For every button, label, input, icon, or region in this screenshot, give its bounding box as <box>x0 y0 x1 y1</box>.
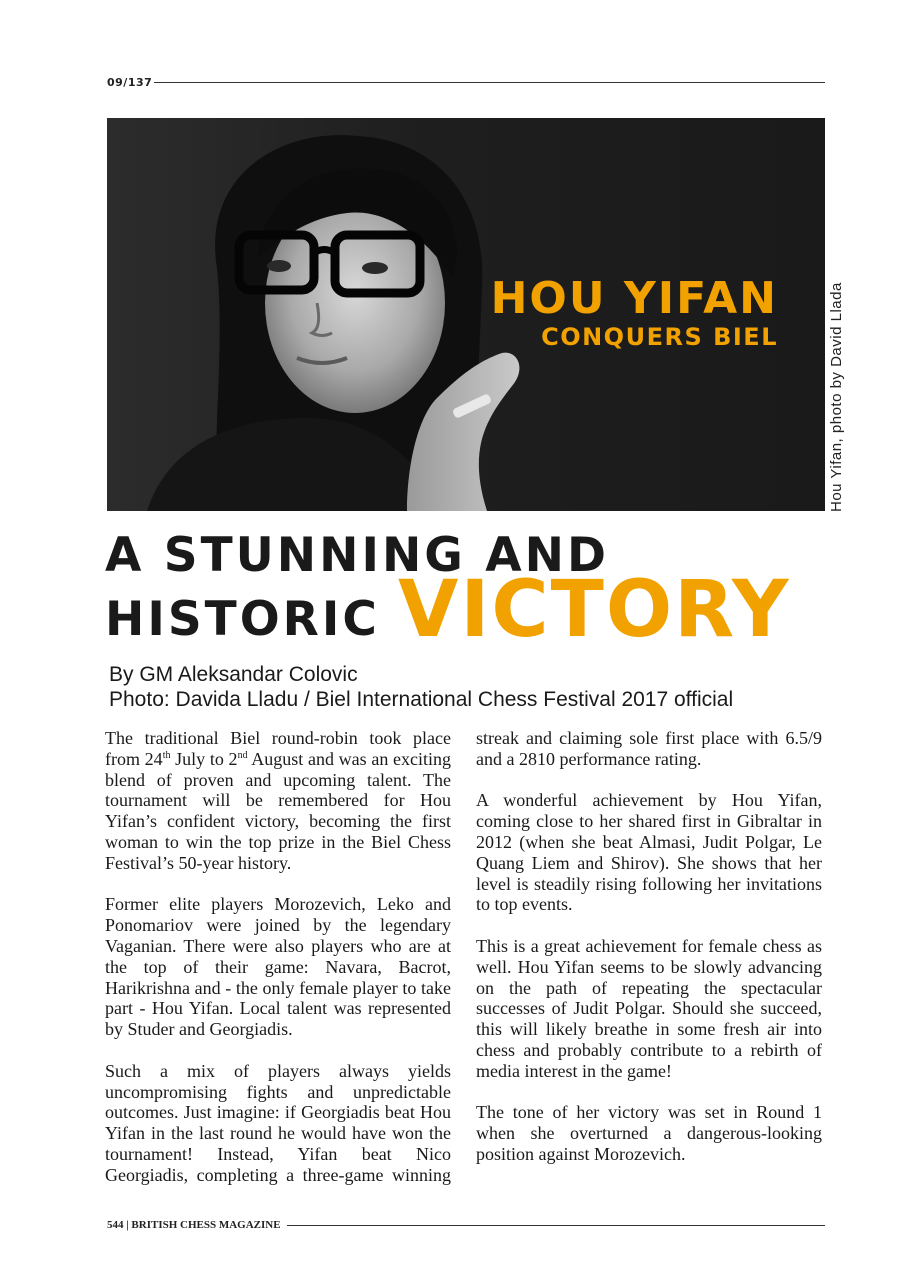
paragraph-3: Such a mix of players always yields uncompromising fights and unpredictable outcomes. Just imagine: if Georgiadis beat Hou Yifan in the last round he would have won the tournament! Instead, Yifan beat Nico Georgiadis, completing a three-game winning <box>105 1060 451 1185</box>
article-column-right <box>476 728 822 1186</box>
article-column-left <box>105 728 451 1206</box>
hero-title <box>490 273 778 352</box>
headline-line1: A STUNNING AND <box>105 528 609 583</box>
paragraph-6: The tone of her victory was set in Round 1 when she overturned a dangerous-looking position against Morozevich. <box>476 1102 822 1164</box>
paragraph-3-continuation: streak and claiming sole first place with 6.5/9 and a 2810 performance rating. <box>476 728 822 769</box>
hero-photo <box>107 118 825 511</box>
paragraph-2: Former elite players Morozevich, Leko and Ponomariov were joined by the legendary Vaganian. There were also players who are at the top of their game: Navara, Bacrot, Harikrishna and - the only female player to take part - Hou Yifan. Local talent was represented by Studer and Georgiadis. <box>105 894 451 1040</box>
photo-side-credit: Hou Yifan, photo by David Llada <box>828 282 845 512</box>
footer-rule <box>287 1225 825 1226</box>
page-footer <box>107 1216 825 1234</box>
paragraph-4: A wonderful achievement by Hou Yifan, coming close to her shared first in Gibraltar in 2012 (when she beat Almasi, Judit Polgar, Le Quang Liem and Shirov). She shows that her level is steadily rising following her invitations to top events. <box>476 790 822 915</box>
hero-title-line2: CONQUERS BIEL <box>541 323 778 351</box>
byline <box>109 662 733 712</box>
footer-text: 544 | BRITISH CHESS MAGAZINE <box>107 1219 281 1231</box>
paragraph-1: The traditional Biel round-robin took place from 24th July to 2nd August and was an exciting blend of proven and upcoming talent. The tournament will be remembered for Hou Yifan’s confident victory, becoming the first woman to win the top prize in the Biel Chess Festival’s 50-year history. <box>105 728 451 873</box>
headline-accent: VICTORY <box>398 565 791 655</box>
page-number: 09/137 <box>107 75 153 89</box>
author-line: By GM Aleksandar Colovic <box>109 663 358 686</box>
header-rule <box>154 82 825 83</box>
hero-title-line1: HOU YIFAN <box>490 273 778 324</box>
photo-credit-line: Photo: Davida Lladu / Biel International Chess Festival 2017 official <box>109 688 734 711</box>
page-header <box>107 73 825 91</box>
headline-line2: HISTORIC <box>105 592 380 647</box>
paragraph-5: This is a great achievement for female chess as well. Hou Yifan seems to be slowly advancing on the path of repeating the spectacular successes of Judit Polgar. Should she succeed, this will likely breathe in some fresh air into chess and probably contribute to a rebirth of media interest in the game! <box>476 935 822 1081</box>
